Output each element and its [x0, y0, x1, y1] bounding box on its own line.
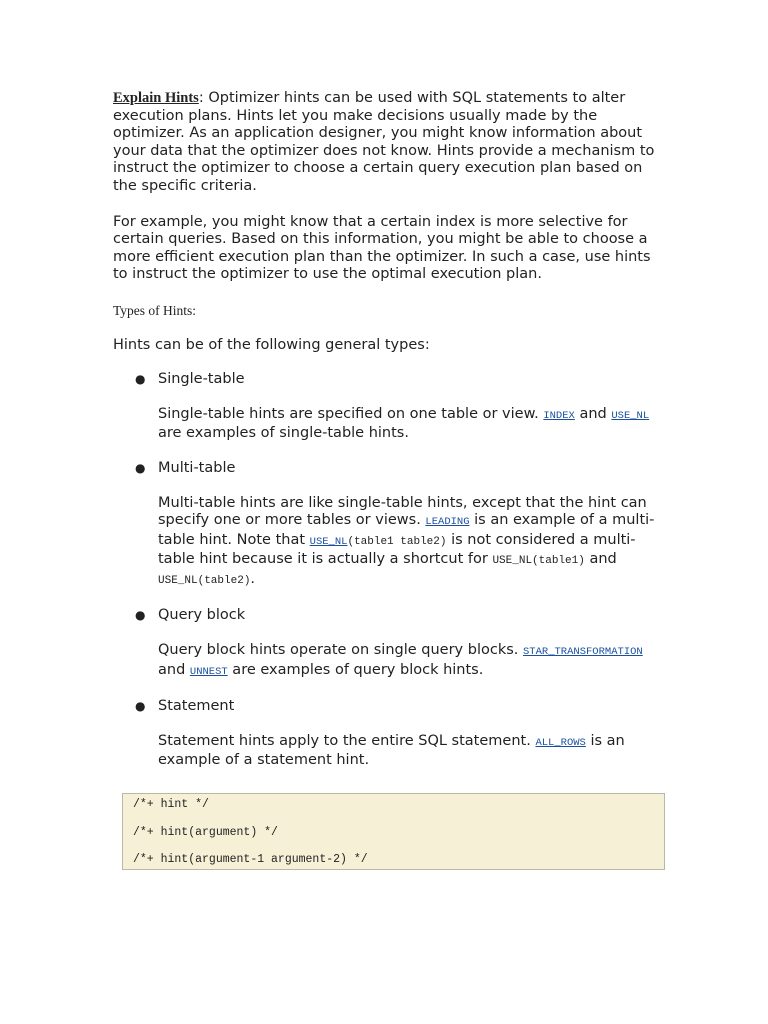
multi-text-3: is not considered a multi-table hint because it is actually a shortcut for — [158, 531, 636, 568]
list-item-single-table — [113, 371, 658, 443]
code-example-box — [122, 793, 665, 870]
explain-hints-heading: Explain Hints — [113, 90, 199, 106]
multi-code-1: (table1 table2) — [347, 535, 447, 548]
all-rows-link[interactable]: ALL_ROWS — [535, 736, 586, 749]
single-text-2: and — [574, 405, 612, 422]
leading-link[interactable]: LEADING — [425, 516, 470, 529]
intro-paragraph — [113, 90, 658, 196]
multi-table-description — [158, 495, 658, 591]
multi-text-2: is an example of a multi-table hint. Note that — [158, 512, 655, 548]
intro-text: Optimizer hints can be used with SQL statements to alter execution plans. Hints let you make decisions usually made by the optimizer. As an application designer, you might know information about your data that the optimizer does not know. Hints provide a mechanism to instruct the optimizer to choose a certain query execution plan based on the specific criteria. — [113, 90, 655, 194]
star-transformation-link[interactable]: STAR_TRANSFORMATION — [523, 646, 643, 659]
bullet-icon: ● — [135, 460, 146, 475]
use-nl-link-2[interactable]: USE_NL — [309, 535, 348, 548]
example-paragraph: For example, you might know that a certain index is more selective for certain queries. Based on this information, you might be able to choose a more efficient execution plan than the optimizer. In such a case, use hints to instruct the optimizer to use the optimal execution plan. — [113, 213, 651, 283]
bullet-icon: ● — [135, 372, 146, 387]
query-block-description — [158, 642, 658, 681]
intro-separator: : — [198, 90, 209, 106]
multi-text-4: and — [584, 551, 617, 568]
list-item-multi-table — [113, 460, 658, 591]
single-text-1: Single-table hints are specified on one table or view. — [158, 405, 544, 422]
query-block-title: Query block — [158, 607, 246, 624]
index-link[interactable]: INDEX — [543, 409, 575, 422]
statement-text-2: is an example of a statement hint. — [158, 732, 625, 769]
code-line-2: /*+ hint(argument) */ — [133, 825, 278, 839]
types-intro: Hints can be of the following general types: — [113, 336, 430, 353]
single-table-title: Single-table — [158, 371, 245, 388]
hint-types-list — [113, 371, 658, 770]
query-text-1: Query block hints operate on single query blocks. — [158, 642, 523, 659]
types-of-hints-heading: Types of Hints: — [113, 302, 197, 318]
use-nl-link[interactable]: USE_NL — [611, 409, 650, 422]
multi-text-1: Multi-table hints are like single-table hints, except that the hint can specify one or more tables or views. — [158, 494, 647, 529]
single-table-description — [158, 406, 658, 443]
code-line-1: /*+ hint */ — [133, 798, 209, 811]
multi-code-2: USE_NL(table1) — [492, 555, 585, 568]
code-line-3: /*+ hint(argument-1 argument-2) */ — [133, 853, 368, 866]
multi-code-3: USE_NL(table2) — [158, 574, 251, 587]
bullet-icon: ● — [135, 699, 146, 714]
single-text-3: are examples of single-table hints. — [158, 425, 409, 442]
multi-table-title: Multi-table — [158, 459, 236, 476]
query-text-2: and — [158, 661, 190, 678]
list-item-statement — [113, 698, 658, 770]
statement-description — [158, 733, 658, 770]
multi-text-5: . — [250, 570, 256, 587]
statement-text-1: Statement hints apply to the entire SQL statement. — [158, 732, 536, 749]
bullet-icon: ● — [135, 608, 146, 623]
unnest-link[interactable]: UNNEST — [189, 665, 228, 678]
query-text-3: are examples of query block hints. — [227, 661, 484, 678]
document-body — [113, 90, 658, 770]
list-item-query-block — [113, 607, 658, 681]
statement-title: Statement — [158, 698, 235, 715]
